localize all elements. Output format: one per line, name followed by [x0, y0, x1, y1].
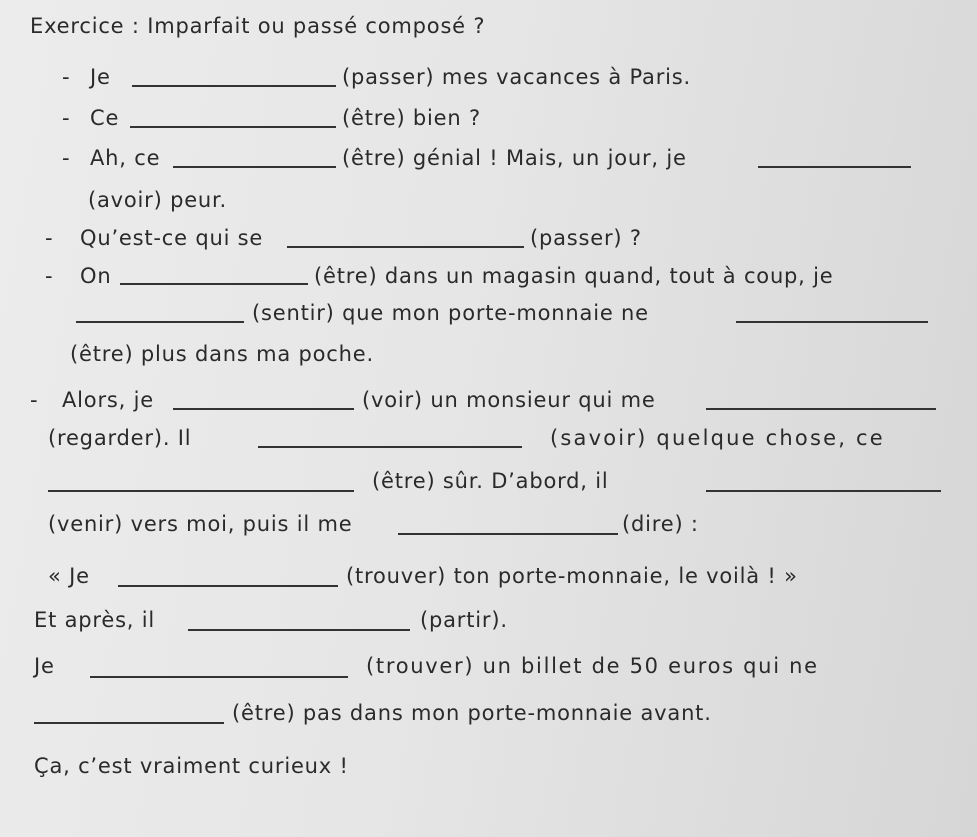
dialogue-dash: -: [62, 65, 71, 89]
line-9-mid: (voir) un monsieur qui me: [362, 388, 656, 412]
line-2-start: Ce: [90, 106, 120, 130]
dialogue-dash: -: [62, 106, 71, 130]
answer-blank-17[interactable]: [90, 676, 348, 678]
line-6-end: (être) dans un magasin quand, tout à coup, je: [314, 264, 834, 288]
line-15-end: (trouver) un billet de 50 euros qui ne: [366, 654, 819, 678]
dialogue-dash: -: [45, 226, 54, 250]
line-3-start: Ah, ce: [90, 146, 161, 170]
answer-blank-9[interactable]: [173, 408, 354, 410]
line-12-start: (venir) vers moi, puis il me: [48, 512, 353, 536]
answer-blank-15[interactable]: [118, 585, 338, 587]
answer-blank-4[interactable]: [758, 166, 911, 168]
line-10-end: (savoir) quelque chose, ce: [550, 426, 885, 450]
line-4: (avoir) peur.: [88, 188, 228, 212]
closing-line: Ça, c’est vraiment curieux !: [34, 754, 349, 778]
answer-blank-2[interactable]: [130, 126, 336, 128]
line-14-start: Et après, il: [34, 608, 156, 632]
dialogue-dash: -: [30, 388, 39, 412]
answer-blank-7[interactable]: [76, 321, 244, 323]
answer-blank-8[interactable]: [736, 321, 928, 323]
answer-blank-14[interactable]: [398, 533, 618, 535]
line-2-end: (être) bien ?: [342, 106, 481, 130]
line-6-start: On: [80, 264, 112, 288]
answer-blank-16[interactable]: [188, 629, 410, 631]
exercise-title: Exercice : Imparfait ou passé composé ?: [30, 14, 486, 38]
line-15-start: Je: [34, 654, 55, 678]
line-10-start: (regarder). Il: [48, 426, 192, 450]
line-3-mid: (être) génial ! Mais, un jour, je: [342, 146, 687, 170]
line-1-start: Je: [90, 65, 111, 89]
answer-blank-3[interactable]: [173, 166, 336, 168]
line-5-end: (passer) ?: [530, 226, 642, 250]
answer-blank-18[interactable]: [34, 722, 224, 724]
line-8: (être) plus dans ma poche.: [70, 342, 374, 366]
line-16: (être) pas dans mon porte-monnaie avant.: [232, 701, 712, 725]
answer-blank-1[interactable]: [132, 85, 336, 87]
answer-blank-5[interactable]: [287, 246, 524, 248]
answer-blank-13[interactable]: [706, 490, 941, 492]
answer-blank-6[interactable]: [120, 283, 308, 285]
line-13-start: « Je: [48, 564, 90, 588]
line-12-end: (dire) :: [622, 512, 699, 536]
line-7: (sentir) que mon porte-monnaie ne: [252, 301, 649, 325]
answer-blank-11[interactable]: [258, 446, 522, 448]
line-11: (être) sûr. D’abord, il: [372, 469, 609, 493]
line-14-end: (partir).: [420, 608, 508, 632]
line-13-end: (trouver) ton porte-monnaie, le voilà ! »: [346, 564, 798, 588]
line-1-end: (passer) mes vacances à Paris.: [342, 65, 692, 89]
dialogue-dash: -: [45, 264, 54, 288]
dialogue-dash: -: [62, 146, 71, 170]
answer-blank-12[interactable]: [48, 490, 354, 492]
line-5-start: Qu’est-ce qui se: [80, 226, 264, 250]
answer-blank-10[interactable]: [706, 408, 936, 410]
line-9-start: Alors, je: [62, 388, 154, 412]
